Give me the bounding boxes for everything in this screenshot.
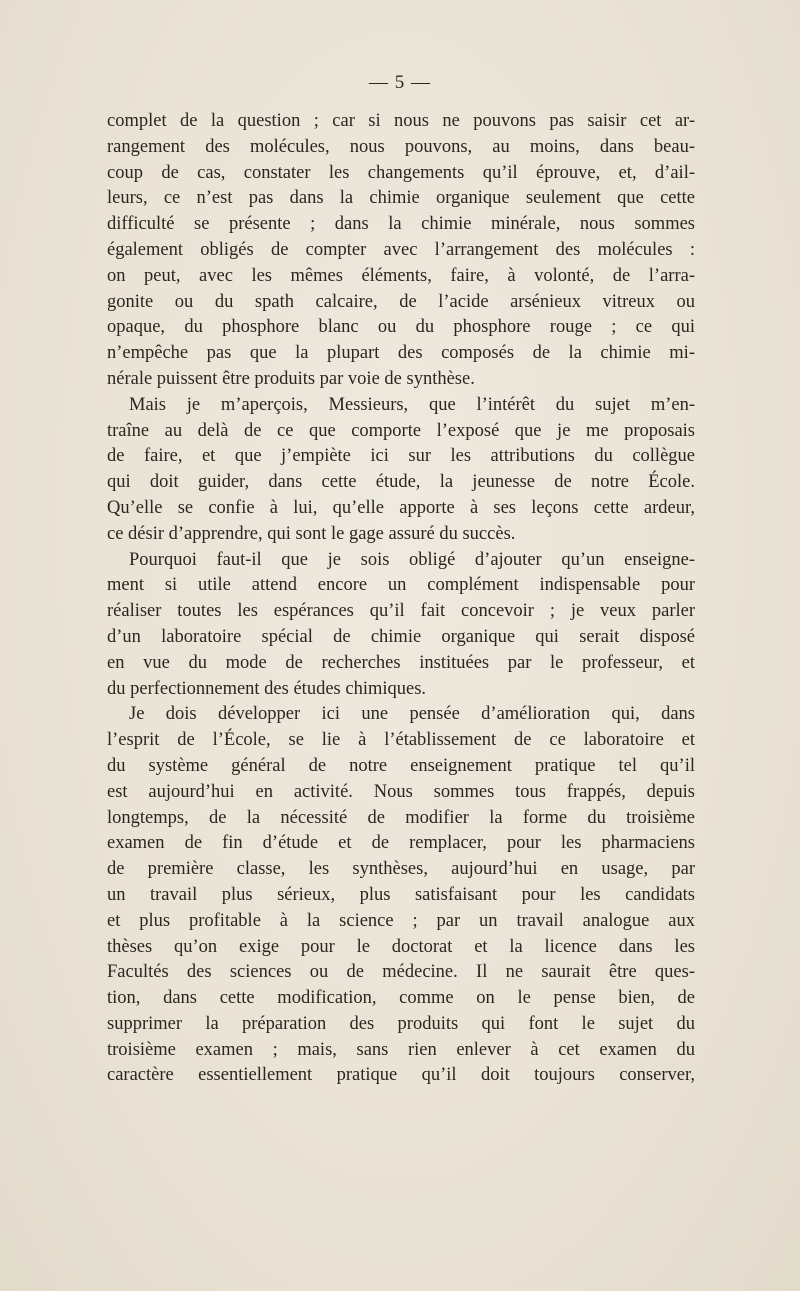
text-line: et plus profitable à la science ; par un travail analogue aux (107, 910, 695, 931)
text-line: Je dois développer ici une pensée d’amélioration qui, dans (129, 704, 695, 725)
text-line: coup de cas, constater les changements qu’il éprouve, et, d’ail- (107, 162, 695, 183)
text-line: de première classe, les synthèses, aujourd’hui en usage, par (107, 859, 695, 880)
body-text (107, 109, 695, 1089)
text-line: opaque, du phosphore blanc ou du phosphore rouge ; ce qui (107, 317, 695, 338)
text-line: Mais je m’aperçois, Messieurs, que l’intérêt du sujet m’en- (129, 394, 695, 415)
text-line: tion, dans cette modification, comme on le pense bien, de (107, 988, 695, 1009)
text-line: également obligés de compter avec l’arrangement des molécules : (107, 239, 695, 260)
text-line: Qu’elle se confie à lui, qu’elle apporte à ses leçons cette ardeur, (107, 497, 695, 518)
text-line: leurs, ce n’est pas dans la chimie organique seulement que cette (107, 188, 695, 209)
text-line: troisième examen ; mais, sans rien enlever à cet examen du (107, 1039, 695, 1060)
text-line: un travail plus sérieux, plus satisfaisant pour les candidats (107, 884, 695, 905)
text-line: gonite ou du spath calcaire, de l’acide arsénieux vitreux ou (107, 291, 695, 312)
text-line: en vue du mode de recherches instituées par le professeur, et (107, 652, 695, 673)
text-line: difficulté se présente ; dans la chimie minérale, nous sommes (107, 214, 695, 235)
text-line: l’esprit de l’École, se lie à l’établissement de ce laboratoire et (107, 730, 695, 751)
text-line: de faire, et que j’empiète ici sur les attributions du collègue (107, 446, 695, 467)
page-number: — 5 — (369, 72, 431, 93)
text-line: longtemps, de la nécessité de modifier la forme du troisième (107, 807, 695, 828)
text-line: du système général de notre enseignement pratique tel qu’il (107, 755, 695, 776)
text-line: du perfectionnement des études chimiques. (107, 678, 427, 699)
text-line: n’empêche pas que la plupart des composés de la chimie mi- (107, 343, 695, 364)
text-line: rangement des molécules, nous pouvons, au moins, dans beau- (107, 136, 695, 157)
text-line: supprimer la préparation des produits qui font le sujet du (107, 1013, 695, 1034)
text-line: complet de la question ; car si nous ne pouvons pas saisir cet ar- (107, 111, 695, 131)
text-line: ce désir d’apprendre, qui sont le gage assuré du succès. (107, 523, 516, 544)
text-line: d’un laboratoire spécial de chimie organique qui serait disposé (107, 626, 695, 647)
text-line: Pourquoi faut-il que je sois obligé d’ajouter qu’un enseigne- (129, 549, 695, 570)
text-line: on peut, avec les mêmes éléments, faire, à volonté, de l’arra- (107, 265, 695, 286)
text-line: nérale puissent être produits par voie de synthèse. (107, 368, 475, 389)
text-line: examen de fin d’étude et de remplacer, pour les pharmaciens (107, 833, 695, 854)
text-line: réaliser toutes les espérances qu’il fait concevoir ; je veux parler (107, 601, 695, 622)
text-line: caractère essentiellement pratique qu’il doit toujours conserver, (107, 1065, 695, 1086)
text-line: ment si utile attend encore un complément indispensable pour (107, 575, 695, 596)
text-line: qui doit guider, dans cette étude, la jeunesse de notre École. (107, 472, 695, 493)
text-line: thèses qu’on exige pour le doctorat et la licence dans les (107, 936, 695, 957)
text-line: est aujourd’hui en activité. Nous sommes tous frappés, depuis (107, 781, 695, 802)
text-line: traîne au delà de ce que comporte l’exposé que je me proposais (107, 420, 695, 441)
text-line: Facultés des sciences ou de médecine. Il ne saurait être ques- (107, 962, 695, 983)
